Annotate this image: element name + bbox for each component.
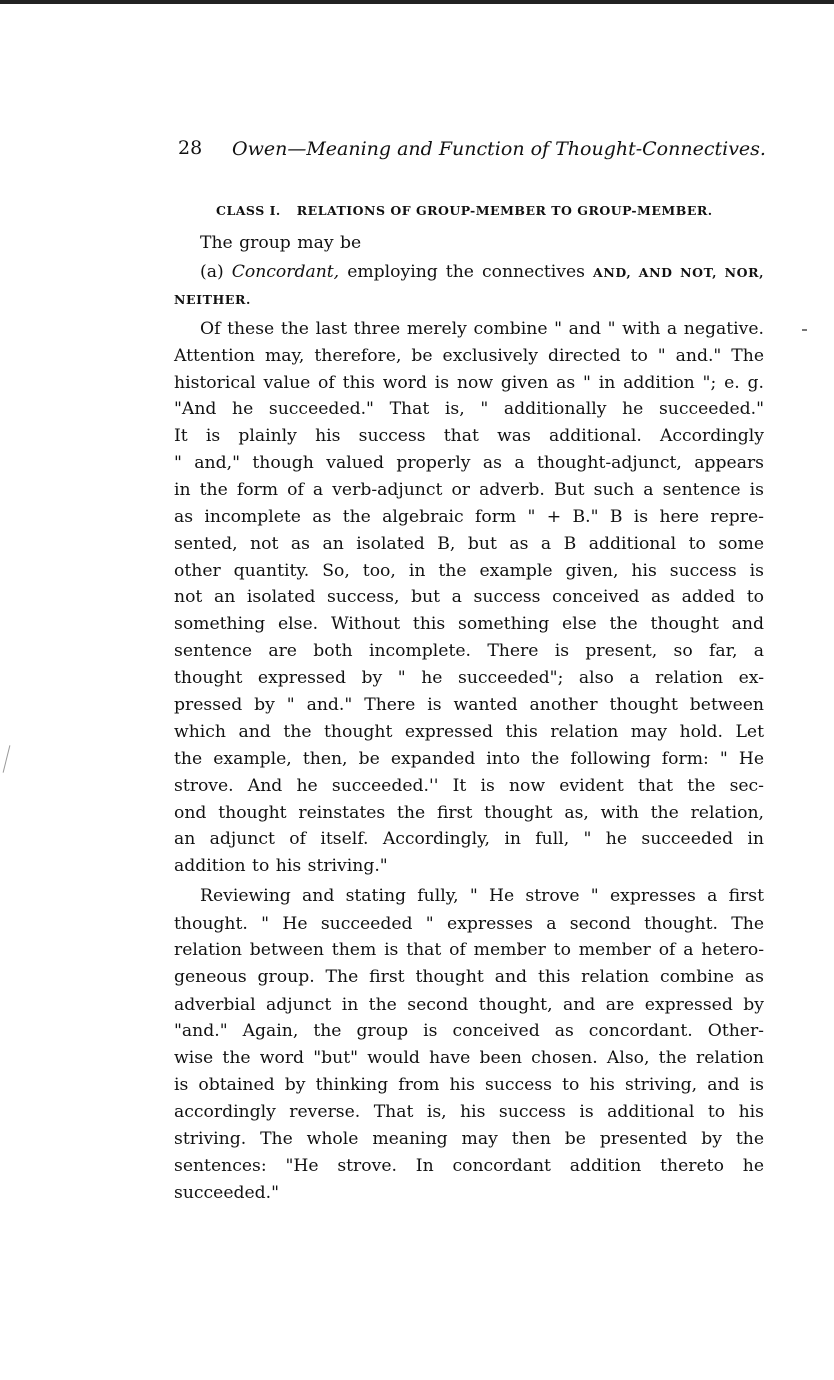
text-line: not an isolated success, but a success conceived as added to — [174, 587, 764, 607]
text-line: in the form of a verb-adjunct or adverb. But such a sentence is — [174, 480, 764, 500]
text-line: Reviewing and stating fully, " He strove " expresses a first — [200, 886, 764, 906]
text-line: striving. The whole meaning may then be presented by the — [174, 1129, 764, 1149]
item-text: employing the connectives — [347, 262, 585, 282]
text-line: relation between them is that of member to member of a hetero- — [174, 940, 764, 960]
text-line: succeeded." — [174, 1183, 280, 1203]
list-item-a-continued — [174, 286, 764, 312]
text-line: adverbial adjunct in the second thought, and are expressed by — [174, 995, 764, 1015]
margin-mark — [802, 329, 807, 331]
running-header — [178, 137, 766, 165]
text-line: sented, not as an isolated B, but as a B additional to some — [174, 534, 764, 554]
text-line: pressed by " and." There is wanted another thought between — [174, 695, 764, 715]
text-line: thought. " He succeeded " expresses a second thought. The — [174, 914, 764, 934]
text-line: sentence are both incomplete. There is present, so far, a — [174, 641, 764, 661]
text-line: as incomplete as the algebraic form " + B." B is here repre- — [174, 507, 764, 527]
section-heading — [216, 203, 713, 218]
connectives: AND, AND NOT, NOR, — [593, 265, 765, 280]
text-line: geneous group. The first thought and this relation combine as — [174, 967, 764, 987]
text-line: an adjunct of itself. Accordingly, in full, " he succeeded in — [174, 829, 764, 849]
text-line: strove. And he succeeded.'' It is now evident that the sec- — [174, 776, 764, 796]
text-line: wise the word "but" would have been chosen. Also, the relation — [174, 1048, 764, 1068]
text-line: which and the thought expressed this relation may hold. Let — [174, 722, 764, 742]
item-label: (a) — [200, 262, 224, 282]
text-line: Of these the last three merely combine " and " with a negative. — [200, 319, 764, 339]
text-line: "and." Again, the group is conceived as concordant. Other- — [174, 1021, 764, 1041]
text-line: ond thought reinstates the first thought as, with the relation, — [174, 803, 764, 823]
top-border-rule — [0, 0, 834, 4]
text-line: " and," though valued properly as a thought-adjunct, appears — [174, 453, 764, 473]
page-number: 28 — [178, 137, 203, 159]
running-title: Owen—Meaning and Function of Thought-Connectives. — [232, 138, 766, 160]
text-line: other quantity. So, too, in the example given, his success is — [174, 561, 764, 581]
text-line: sentences: "He strove. In concordant addition thereto he — [174, 1156, 764, 1176]
text-line: accordingly reverse. That is, his success is additional to his — [174, 1102, 764, 1122]
text-line: something else. Without this something else the thought and — [174, 614, 764, 634]
text-line: the example, then, be expanded into the following form: " He — [174, 749, 764, 769]
margin-mark — [3, 745, 11, 772]
text-line: It is plainly his success that was additional. Accordingly — [174, 426, 764, 446]
list-item-a — [200, 259, 764, 285]
connectives-continued: NEITHER. — [174, 292, 251, 307]
class-title: RELATIONS OF GROUP-MEMBER TO GROUP-MEMBER. — [296, 203, 713, 218]
item-term: Concordant, — [231, 262, 340, 282]
text-line: historical value of this word is now given as " in addition "; e. g. — [174, 373, 764, 393]
text-line: "And he succeeded." That is, " additionally he succeeded." — [174, 399, 764, 419]
text-line: Attention may, therefore, be exclusively directed to " and." The — [174, 346, 764, 366]
intro-line: The group may be — [200, 233, 362, 253]
text-line: thought expressed by " he succeeded"; also a relation ex- — [174, 668, 764, 688]
text-line: is obtained by thinking from his success to his striving, and is — [174, 1075, 764, 1095]
text-line: addition to his striving." — [174, 856, 388, 876]
class-label: CLASS I. — [216, 203, 281, 218]
